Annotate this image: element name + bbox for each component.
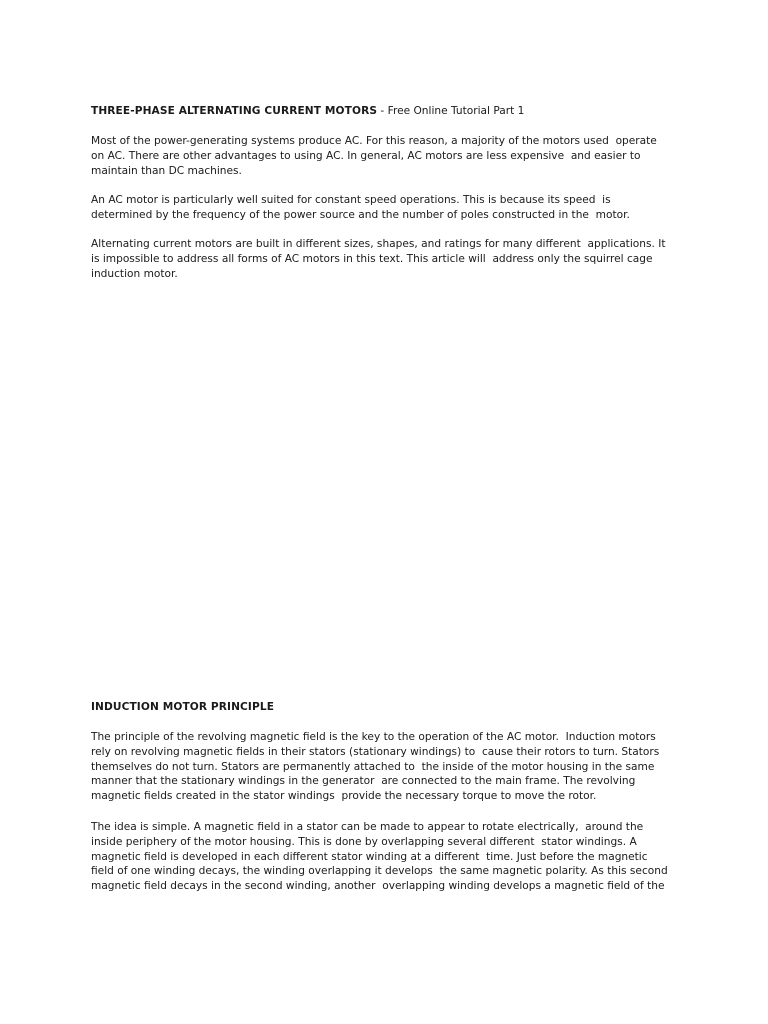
paragraph-line: The principle of the revolving magnetic field is the key to the operation of the AC motor. Induction motors	[91, 731, 656, 743]
paragraph-line: inside periphery of the motor housing. This is done by overlapping several different stator windings. A	[91, 835, 637, 848]
paragraph-line: is impossible to address all forms of AC motors in this text. This article will address only the squirrel cage	[91, 252, 653, 265]
section-heading-induction-motor: INDUCTION MOTOR PRINCIPLE	[91, 701, 275, 713]
paragraph-line: on AC. There are other advantages to using AC. In general, AC motors are less expensive and easier to	[91, 149, 641, 162]
paragraph-line: themselves do not turn. Stators are permanently attached to the inside of the motor housing in the same	[91, 760, 655, 773]
document-title	[91, 104, 691, 119]
paragraph-constant-speed	[91, 193, 691, 223]
paragraph-line: magnetic field decays in the second winding, another overlapping winding develops a magnetic field of the	[91, 880, 665, 893]
document-title-subtitle: - Free Online Tutorial Part 1	[377, 105, 525, 117]
paragraph-ac-power-systems	[91, 134, 691, 178]
paragraph-line: determined by the frequency of the power source and the number of poles constructed in the motor.	[91, 208, 630, 221]
paragraph-overlapping-windings	[91, 820, 691, 894]
paragraph-line: rely on revolving magnetic fields in their stators (stationary windings) to cause their rotors to turn. Stators	[91, 745, 660, 758]
paragraph-line: maintain than DC machines.	[91, 164, 242, 177]
paragraph-line: Alternating current motors are built in different sizes, shapes, and ratings for many different applications. It	[91, 238, 666, 250]
paragraph-line: An AC motor is particularly well suited for constant speed operations. This is because its speed is	[91, 194, 611, 206]
paragraph-line: manner that the stationary windings in the generator are connected to the main frame. The revolving	[91, 775, 636, 788]
paragraph-line: The idea is simple. A magnetic field in a stator can be made to appear to rotate electrically, around the	[91, 821, 644, 833]
paragraph-line: induction motor.	[91, 267, 178, 280]
paragraph-line: magnetic fields created in the stator windings provide the necessary torque to move the rotor.	[91, 790, 597, 803]
paragraph-line: Most of the power-generating systems produce AC. For this reason, a majority of the motors used operate	[91, 135, 657, 147]
paragraph-motor-types	[91, 237, 691, 281]
paragraph-line: magnetic field is developed in each different stator winding at a different time. Just before the magnetic	[91, 850, 648, 863]
paragraph-line: field of one winding decays, the winding overlapping it develops the same magnetic polarity. As this second	[91, 865, 668, 878]
paragraph-revolving-field	[91, 730, 691, 804]
document-title-bold: THREE-PHASE ALTERNATING CURRENT MOTORS	[91, 105, 378, 117]
